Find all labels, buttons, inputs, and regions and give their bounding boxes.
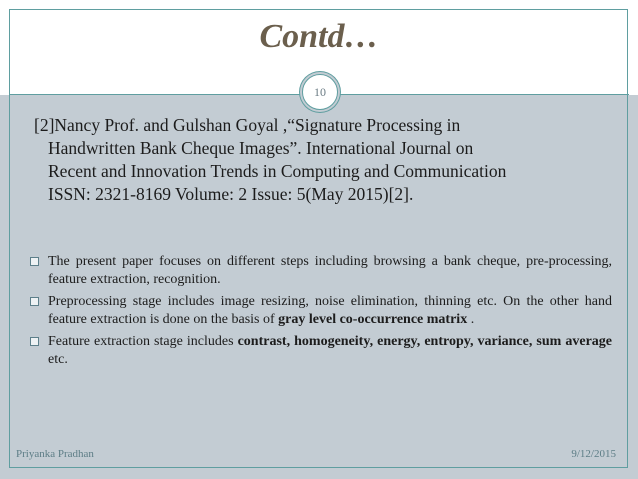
footer-date: 9/12/2015 [571, 448, 616, 460]
reference-citation [34, 114, 608, 206]
list-item [30, 333, 612, 369]
reference-line: [2]Nancy Prof. and Gulshan Goyal ,“Signature Processing in [34, 115, 461, 135]
checkbox-bullet-icon [30, 257, 39, 266]
bullet-text: The present paper focuses on different steps including browsing a bank cheque, pre-processing, feature extraction, recognition. [48, 254, 612, 287]
footer-author: Priyanka Pradhan [16, 448, 94, 460]
page-number-badge: 10 [302, 74, 338, 110]
bullet-text: Feature extraction stage includes [48, 334, 238, 349]
bullet-text: etc. [48, 352, 68, 367]
reference-line: Handwritten Bank Cheque Images”. International Journal on [48, 138, 474, 158]
bullet-text: . [467, 312, 475, 327]
bullet-list [30, 253, 612, 373]
bullet-bold-text: contrast, homogeneity, energy, entropy, variance, sum average [237, 334, 612, 349]
bullet-bold-text: gray level co-occurrence matrix [278, 312, 468, 327]
reference-line: ISSN: 2321-8169 Volume: 2 Issue: 5(May 2015)[2]. [48, 184, 414, 204]
reference-line: Recent and Innovation Trends in Computing and Communication [48, 161, 507, 181]
bullet-text: Preprocessing stage includes image resizing, noise elimination, thinning etc. On the other hand feature extraction is done on the basis of [48, 294, 612, 327]
slide-title: Contd… [259, 18, 379, 55]
checkbox-bullet-icon [30, 337, 39, 346]
checkbox-bullet-icon [30, 297, 39, 306]
list-item [30, 253, 612, 289]
list-item [30, 293, 612, 329]
